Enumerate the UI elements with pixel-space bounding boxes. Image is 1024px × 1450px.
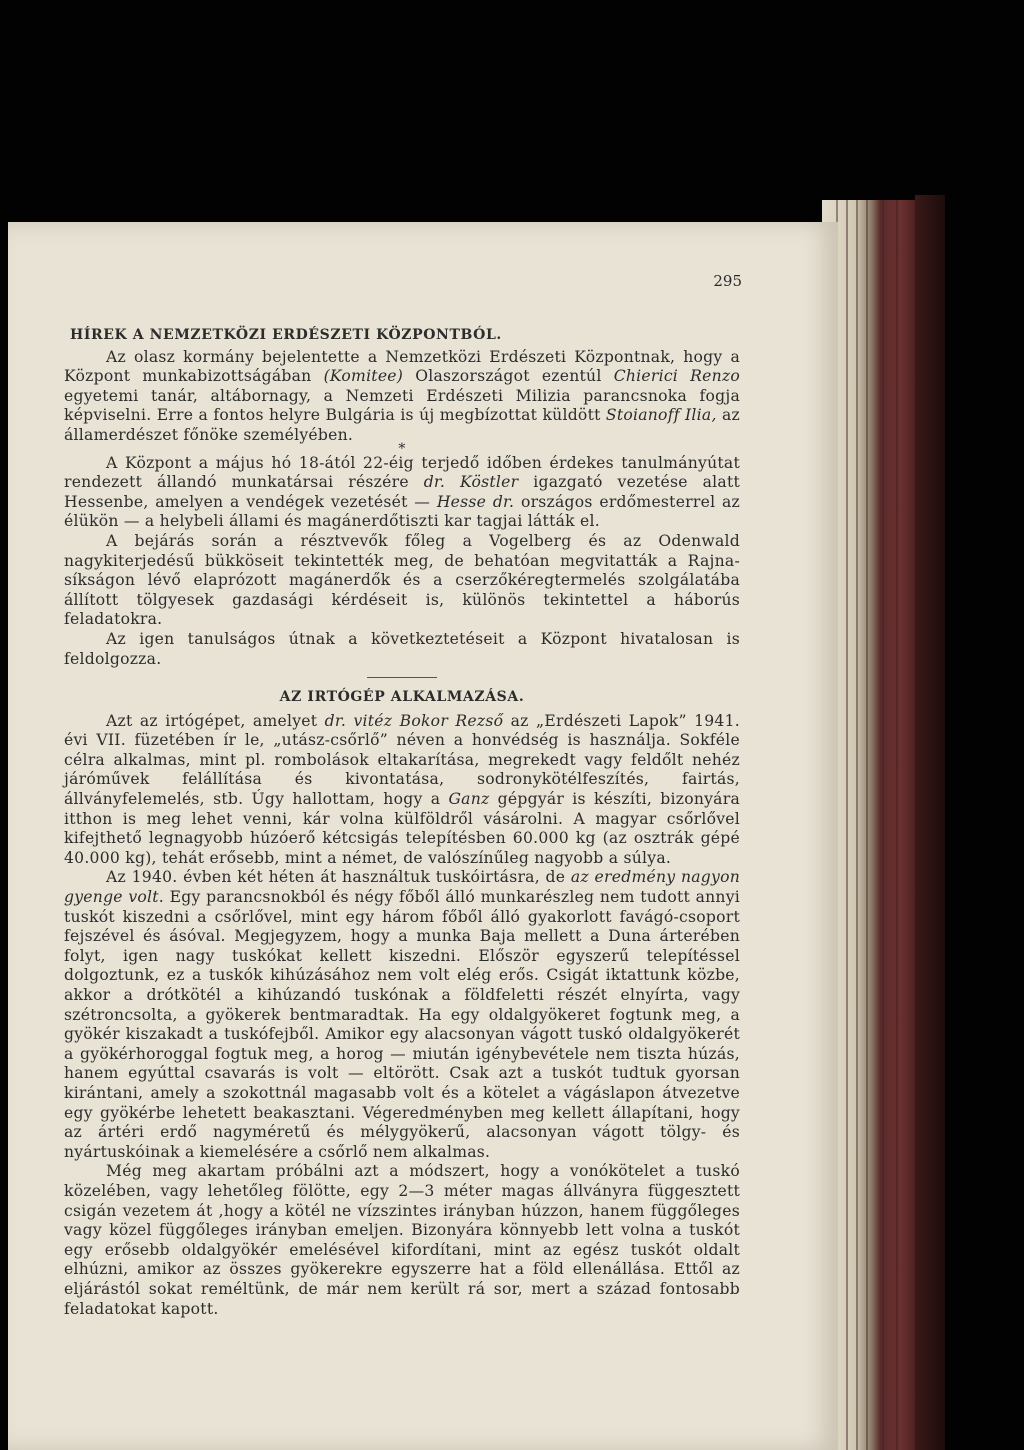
- text-run: az „Erdészeti Lapok” 1941. évi VII. füzetében ír le, „utász-csőrlő” néven a honvédség is használja. Sokféle célra alkalmas, mint pl. rombolások eltakarítása, megrekedt vagy feldőlt nehéz járóművek felállítása és kivontatása, sodronykötélfeszítés, fairtás, állványfelemelés, stb. Úgy hallottam, hogy a: [64, 711, 740, 809]
- text-run-italic: (Komitee): [323, 367, 404, 386]
- text-run-italic: dr. Köstler: [423, 473, 519, 492]
- text-run: Egy parancsnokból és négy főből álló munkarészleg nem tudott annyi tuskót kiszedni a csőrlővel, mint egy három főből álló gyakorlott favágó-csoport fejszével és ásóval. Megjegyzem, hogy a munka Baja mellett a Duna árterében folyt, igen nagy tuskókat kellett kiszedni. Először egyszerű telepítéssel dolgoztunk, ez a tuskók kihúzásához nem volt elég erős. Csigát iktattunk közbe, akkor a drótkötél a kihúzandó tuskónak a földfeletti részét elnyírta, vagy szétroncsolta, a gyökerek bentmaradtak. Ha egy oldalgyökeret fogtunk meg, a gyökér kiszakadt a tuskófejből. Amikor egy alacsonyan vágott tuskó oldalgyökerét a gyökérhoroggal fogtuk meg, a horog — miután igénybevétele nem tiszta húzás, hanem egyúttal csavarás is volt — eltörött. Csak azt a tuskót tudtuk gyorsan kirántani, amely a szokottnál magasabb volt és a kötelet a vágáslapon átvezetve egy gyökérbe lehetett beakasztani. Végeredményben meg kellett állapítani, hogy az ártéri erdő nagyméretű és mélygyökerű, alacsonyan vágott tölgy- és nyártuskóinak a kiemelésére a csőrlő nem alkalmas.: [64, 888, 741, 1161]
- text-run: Az olasz kormány bejelentette a Nemzetközi Erdészeti Központnak, hogy a Központ munkabizottságában: [64, 347, 740, 386]
- text-run: Azt az irtógépet, amelyet: [106, 711, 325, 730]
- text-run: országos erdőmesterrel az élükön — a helybeli állami és magánerdőtiszti kar tagjai látták el.: [64, 492, 740, 531]
- text-run-italic: Ganz: [448, 790, 490, 809]
- book-page: [8, 222, 838, 1450]
- paragraph: [64, 454, 740, 532]
- text-run-italic: Chierici Renzo: [613, 367, 740, 386]
- text-run: egyetemi tanár, altábornagy, a Nemzeti Erdészeti Milizia parancsnoka fogja képviselni. Erre a fontos helyre Bulgária is új megbízottat küldött: [64, 386, 740, 425]
- text-run-italic: Stoianoff Ilia,: [605, 406, 717, 425]
- text-run: Olaszországot ezentúl: [403, 367, 614, 386]
- paragraph: Az igen tanulságos útnak a következtetéseit a Központ hivatalosan is feldolgozza.: [64, 629, 740, 668]
- text-run: Az 1940. évben két héten át használtuk tuskóirtásra, de: [106, 868, 571, 887]
- paragraph: [64, 868, 740, 1162]
- text-run: az államerdészet főnöke személyében.: [64, 406, 740, 444]
- paragraph: Még meg akartam próbálni azt a módszert, hogy a vonókötelet a tuskó közelében, vagy lehetőleg fölötte, egy 2—3 méter magas állványra függesztett csigán vezetem át ,hogy a kötél ne vízszintes irányban húzzon, hanem függőleges vagy közel függőleges irányban emeljen. Bizonyára könnyebb lett volna a tuskót egy erősebb oldalgyökér emelésével kifordítani, mint az egész tuskót oldalt elhúzni, amikor az összes gyökerekre egyszerre hat a föld ellenállása. Ettől az eljárástól sokat reméltünk, de már nem került rá sor, mert a század fontosabb feladatokat kapott.: [64, 1162, 740, 1318]
- section-title-grubber: AZ IRTÓGÉP ALKALMAZÁSA.: [279, 689, 525, 706]
- book-cover-edge: [915, 195, 945, 1450]
- paragraph: [64, 712, 740, 869]
- text-run: A Központ a május hó 18-ától 22-éig terjedő időben érdekes tanulmányútat rendezett állandó munkatársai részére: [64, 453, 740, 492]
- page-number: 295: [713, 272, 742, 290]
- section-title-news: HÍREK A NEMZETKÖZI ERDÉSZETI KÖZPONTBÓL.: [70, 327, 502, 343]
- text-run: igazgató vezetése alatt Hessenbe, amelyen a vendégek vezetését —: [64, 473, 741, 511]
- paragraph: A bejárás során a résztvevők főleg a Vogelberg és az Odenwald nagykiterjedésű bükköseit tekintették meg, de behatóan megvitatták a Rajna-síkságon lévő elaprózott magánerdők és a cserzőkéregtermelés szolgálatába állított tölgyesek gazdasági kérdéseit is, különös tekintettel a háborús feladatokra.: [64, 531, 740, 629]
- section-divider: [367, 677, 437, 678]
- paragraph: [64, 348, 740, 446]
- text-run-italic: dr. vitéz Bokor Rezső: [324, 711, 504, 730]
- text-run-italic: az eredmény nagyon gyenge volt.: [64, 868, 741, 907]
- text-run-italic: Hesse dr.: [436, 492, 515, 511]
- asterisk-separator: *: [398, 440, 406, 457]
- page-content: [64, 326, 740, 1319]
- text-run: gépgyár is készíti, bizonyára itthon is meg lehet venni, kár volna külföldről vásárolni. A magyar csőrlővel kifejthető legnagyobb húzóerő kétcsigás telepítésben 60.000 kg (az osztrák gépé 40.000 kg), tehát erősebb, mint a német, de valószínűleg nagyobb a súlya.: [64, 790, 740, 867]
